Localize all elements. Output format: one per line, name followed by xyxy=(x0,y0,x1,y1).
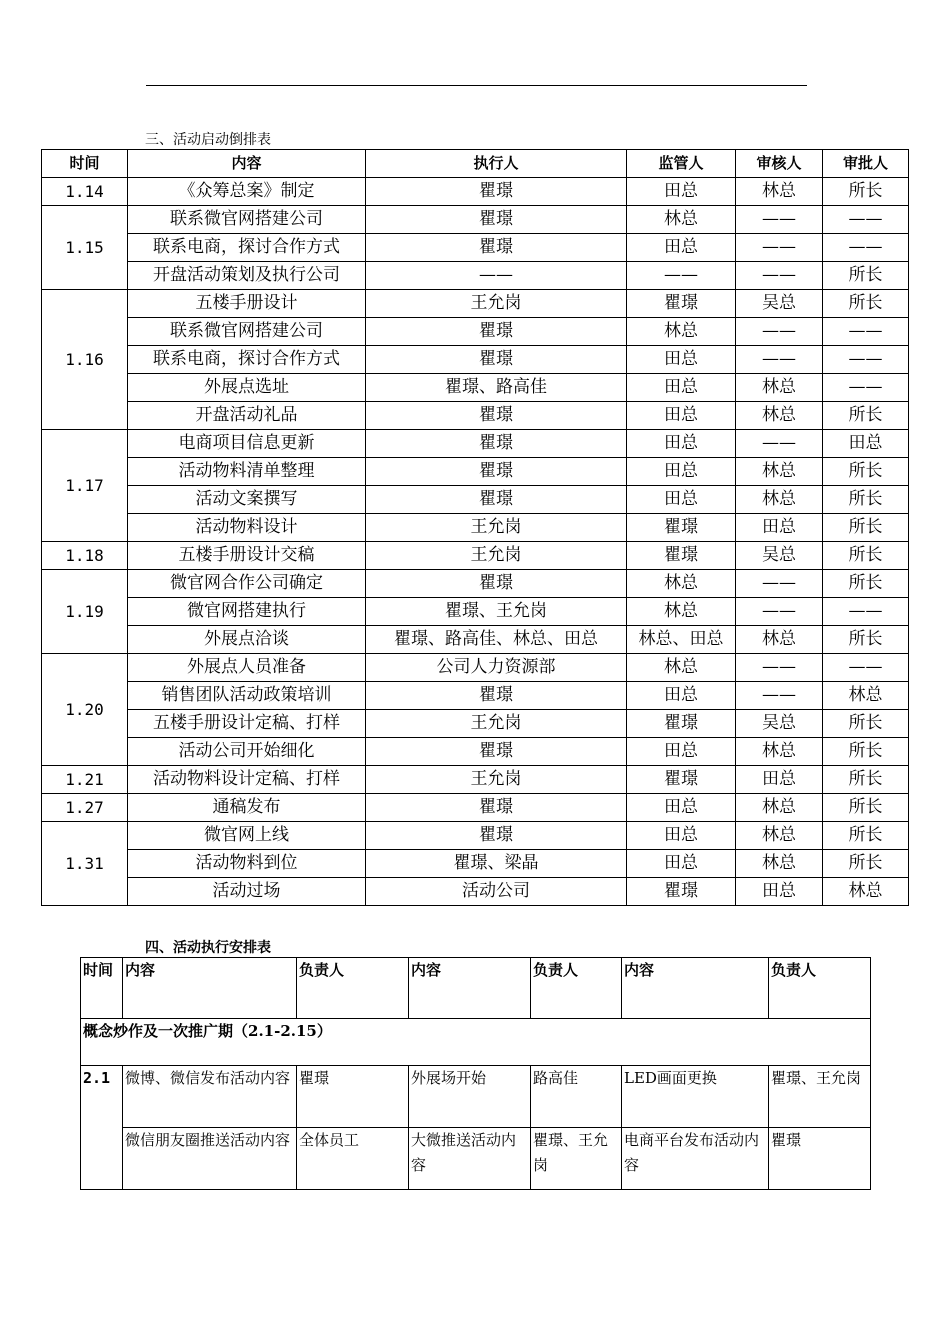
content-cell: 活动物料清单整理 xyxy=(128,458,366,486)
executor-cell: —— xyxy=(366,262,627,290)
phase-row xyxy=(81,1019,871,1066)
supervisor-cell: 田总 xyxy=(627,346,736,374)
table-row xyxy=(42,346,909,374)
header-rule xyxy=(146,85,807,86)
time-cell: 1.15 xyxy=(42,206,128,290)
content-cell: 活动文案撰写 xyxy=(128,486,366,514)
table-row xyxy=(42,682,909,710)
approver-cell: —— xyxy=(823,598,909,626)
owner-cell: 全体员工 xyxy=(297,1128,409,1190)
content-cell: 微官网上线 xyxy=(128,822,366,850)
time-cell: 1.31 xyxy=(42,822,128,906)
table-row xyxy=(42,822,909,850)
content-cell: 外展点人员准备 xyxy=(128,654,366,682)
reviewer-cell: 林总 xyxy=(736,738,823,766)
approver-cell: 所长 xyxy=(823,514,909,542)
table-row xyxy=(42,262,909,290)
time-cell: 1.20 xyxy=(42,654,128,766)
approver-cell: 所长 xyxy=(823,710,909,738)
reviewer-cell: 田总 xyxy=(736,878,823,906)
executor-cell: 瞿璟 xyxy=(366,738,627,766)
content-cell: 《众筹总案》制定 xyxy=(128,178,366,206)
column-header: 时间 xyxy=(81,958,123,1019)
content-cell: 电商项目信息更新 xyxy=(128,430,366,458)
approver-cell: 所长 xyxy=(823,850,909,878)
content-cell: 开盘活动礼品 xyxy=(128,402,366,430)
time-cell: 1.19 xyxy=(42,570,128,654)
column-header: 监管人 xyxy=(627,150,736,178)
approver-cell: 所长 xyxy=(823,570,909,598)
approver-cell: —— xyxy=(823,654,909,682)
supervisor-cell: 田总 xyxy=(627,234,736,262)
content-cell: 微信朋友圈推送活动内容 xyxy=(123,1128,297,1190)
column-header: 审批人 xyxy=(823,150,909,178)
table-row xyxy=(81,1128,871,1190)
table-header-row xyxy=(42,150,909,178)
section4-title: 四、活动执行安排表 xyxy=(145,940,271,956)
content-cell: LED画面更换 xyxy=(622,1066,769,1128)
table-row xyxy=(42,766,909,794)
executor-cell: 瞿璟 xyxy=(366,794,627,822)
approver-cell: —— xyxy=(823,374,909,402)
table-row xyxy=(42,234,909,262)
phase-label: 概念炒作及一次推广期（2.1-2.15） xyxy=(81,1019,871,1066)
approver-cell: 所长 xyxy=(823,486,909,514)
table-row xyxy=(81,1066,871,1128)
executor-cell: 瞿璟 xyxy=(366,458,627,486)
approver-cell: 所长 xyxy=(823,290,909,318)
approver-cell: —— xyxy=(823,346,909,374)
executor-cell: 瞿璟、路高佳 xyxy=(366,374,627,402)
reviewer-cell: —— xyxy=(736,206,823,234)
executor-cell: 王允岗 xyxy=(366,766,627,794)
supervisor-cell: 田总 xyxy=(627,486,736,514)
executor-cell: 瞿璟、路高佳、林总、田总 xyxy=(366,626,627,654)
approver-cell: 所长 xyxy=(823,822,909,850)
column-header: 执行人 xyxy=(366,150,627,178)
executor-cell: 瞿璟 xyxy=(366,234,627,262)
approver-cell: —— xyxy=(823,234,909,262)
time-cell: 1.21 xyxy=(42,766,128,794)
day-cell: 2.1 xyxy=(81,1066,123,1190)
reviewer-cell: —— xyxy=(736,654,823,682)
supervisor-cell: 林总 xyxy=(627,654,736,682)
table-row xyxy=(42,178,909,206)
content-cell: 活动物料设计 xyxy=(128,514,366,542)
content-cell: 电商平台发布活动内容 xyxy=(622,1128,769,1190)
executor-cell: 瞿璟 xyxy=(366,178,627,206)
time-cell: 1.27 xyxy=(42,794,128,822)
content-cell: 五楼手册设计定稿、打样 xyxy=(128,710,366,738)
supervisor-cell: —— xyxy=(627,262,736,290)
supervisor-cell: 林总、田总 xyxy=(627,626,736,654)
column-header: 审核人 xyxy=(736,150,823,178)
content-cell: 五楼手册设计 xyxy=(128,290,366,318)
startup-schedule-table xyxy=(41,149,909,906)
executor-cell: 瞿璟 xyxy=(366,346,627,374)
approver-cell: —— xyxy=(823,206,909,234)
approver-cell: 所长 xyxy=(823,738,909,766)
reviewer-cell: —— xyxy=(736,346,823,374)
supervisor-cell: 田总 xyxy=(627,822,736,850)
reviewer-cell: 田总 xyxy=(736,514,823,542)
executor-cell: 瞿璟 xyxy=(366,318,627,346)
content-cell: 联系电商，探讨合作方式 xyxy=(128,346,366,374)
supervisor-cell: 瞿璟 xyxy=(627,766,736,794)
executor-cell: 瞿璟 xyxy=(366,206,627,234)
reviewer-cell: —— xyxy=(736,234,823,262)
content-cell: 五楼手册设计交稿 xyxy=(128,542,366,570)
table-row xyxy=(42,570,909,598)
table-row xyxy=(42,878,909,906)
table-row xyxy=(42,402,909,430)
supervisor-cell: 瞿璟 xyxy=(627,710,736,738)
executor-cell: 王允岗 xyxy=(366,542,627,570)
table-row xyxy=(42,542,909,570)
reviewer-cell: —— xyxy=(736,430,823,458)
content-cell: 联系微官网搭建公司 xyxy=(128,318,366,346)
reviewer-cell: —— xyxy=(736,262,823,290)
owner-cell: 路高佳 xyxy=(531,1066,622,1128)
content-cell: 大微推送活动内容 xyxy=(409,1128,531,1190)
reviewer-cell: 吴总 xyxy=(736,710,823,738)
column-header: 内容 xyxy=(128,150,366,178)
executor-cell: 王允岗 xyxy=(366,514,627,542)
column-header: 负责人 xyxy=(769,958,871,1019)
executor-cell: 王允岗 xyxy=(366,290,627,318)
content-cell: 活动过场 xyxy=(128,878,366,906)
owner-cell: 瞿璟、王允岗 xyxy=(769,1066,871,1128)
time-cell: 1.14 xyxy=(42,178,128,206)
table-row xyxy=(42,458,909,486)
section3-title: 三、活动启动倒排表 xyxy=(145,132,271,148)
executor-cell: 王允岗 xyxy=(366,710,627,738)
reviewer-cell: 田总 xyxy=(736,766,823,794)
executor-cell: 瞿璟 xyxy=(366,430,627,458)
supervisor-cell: 田总 xyxy=(627,374,736,402)
content-cell: 通稿发布 xyxy=(128,794,366,822)
approver-cell: 所长 xyxy=(823,794,909,822)
approver-cell: 所长 xyxy=(823,402,909,430)
reviewer-cell: —— xyxy=(736,682,823,710)
reviewer-cell: 林总 xyxy=(736,402,823,430)
supervisor-cell: 瞿璟 xyxy=(627,542,736,570)
table-row xyxy=(42,626,909,654)
approver-cell: 所长 xyxy=(823,766,909,794)
content-cell: 联系电商，探讨合作方式 xyxy=(128,234,366,262)
column-header: 内容 xyxy=(622,958,769,1019)
approver-cell: 所长 xyxy=(823,626,909,654)
table-row xyxy=(42,206,909,234)
reviewer-cell: 吴总 xyxy=(736,542,823,570)
reviewer-cell: 林总 xyxy=(736,486,823,514)
content-cell: 外展场开始 xyxy=(409,1066,531,1128)
table-row xyxy=(42,318,909,346)
supervisor-cell: 田总 xyxy=(627,430,736,458)
table-row xyxy=(42,654,909,682)
reviewer-cell: 林总 xyxy=(736,178,823,206)
time-cell: 1.16 xyxy=(42,290,128,430)
reviewer-cell: 林总 xyxy=(736,374,823,402)
approver-cell: —— xyxy=(823,318,909,346)
executor-cell: 瞿璟 xyxy=(366,682,627,710)
table-row xyxy=(42,794,909,822)
executor-cell: 瞿璟 xyxy=(366,402,627,430)
approver-cell: 所长 xyxy=(823,178,909,206)
reviewer-cell: —— xyxy=(736,570,823,598)
reviewer-cell: 林总 xyxy=(736,626,823,654)
executor-cell: 瞿璟、王允岗 xyxy=(366,598,627,626)
table-row xyxy=(42,850,909,878)
owner-cell: 瞿璟 xyxy=(297,1066,409,1128)
approver-cell: 所长 xyxy=(823,458,909,486)
executor-cell: 瞿璟、梁晶 xyxy=(366,850,627,878)
supervisor-cell: 瞿璟 xyxy=(627,514,736,542)
content-cell: 活动物料到位 xyxy=(128,850,366,878)
column-header: 负责人 xyxy=(531,958,622,1019)
table-row xyxy=(42,430,909,458)
reviewer-cell: —— xyxy=(736,318,823,346)
supervisor-cell: 田总 xyxy=(627,402,736,430)
content-cell: 微官网合作公司确定 xyxy=(128,570,366,598)
table-row xyxy=(42,598,909,626)
reviewer-cell: 林总 xyxy=(736,458,823,486)
column-header: 内容 xyxy=(409,958,531,1019)
executor-cell: 瞿璟 xyxy=(366,486,627,514)
column-header: 负责人 xyxy=(297,958,409,1019)
supervisor-cell: 林总 xyxy=(627,598,736,626)
content-cell: 微博、微信发布活动内容 xyxy=(123,1066,297,1128)
time-cell: 1.17 xyxy=(42,430,128,542)
content-cell: 微官网搭建执行 xyxy=(128,598,366,626)
reviewer-cell: 吴总 xyxy=(736,290,823,318)
owner-cell: 瞿璟、王允岗 xyxy=(531,1128,622,1190)
approver-cell: 所长 xyxy=(823,262,909,290)
time-cell: 1.18 xyxy=(42,542,128,570)
reviewer-cell: —— xyxy=(736,598,823,626)
content-cell: 活动物料设计定稿、打样 xyxy=(128,766,366,794)
execution-schedule-table xyxy=(80,957,871,1190)
supervisor-cell: 林总 xyxy=(627,206,736,234)
supervisor-cell: 田总 xyxy=(627,178,736,206)
executor-cell: 瞿璟 xyxy=(366,822,627,850)
reviewer-cell: 林总 xyxy=(736,850,823,878)
content-cell: 销售团队活动政策培训 xyxy=(128,682,366,710)
approver-cell: 林总 xyxy=(823,878,909,906)
table-row xyxy=(42,738,909,766)
executor-cell: 活动公司 xyxy=(366,878,627,906)
content-cell: 外展点洽谈 xyxy=(128,626,366,654)
owner-cell: 瞿璟 xyxy=(769,1128,871,1190)
table-row xyxy=(42,710,909,738)
supervisor-cell: 田总 xyxy=(627,458,736,486)
reviewer-cell: 林总 xyxy=(736,794,823,822)
supervisor-cell: 田总 xyxy=(627,682,736,710)
approver-cell: 所长 xyxy=(823,542,909,570)
supervisor-cell: 瞿璟 xyxy=(627,878,736,906)
content-cell: 联系微官网搭建公司 xyxy=(128,206,366,234)
supervisor-cell: 田总 xyxy=(627,794,736,822)
supervisor-cell: 瞿璟 xyxy=(627,290,736,318)
table-row xyxy=(42,514,909,542)
supervisor-cell: 林总 xyxy=(627,318,736,346)
table-row xyxy=(42,374,909,402)
approver-cell: 林总 xyxy=(823,682,909,710)
supervisor-cell: 田总 xyxy=(627,738,736,766)
content-cell: 活动公司开始细化 xyxy=(128,738,366,766)
content-cell: 开盘活动策划及执行公司 xyxy=(128,262,366,290)
table-row xyxy=(42,290,909,318)
supervisor-cell: 林总 xyxy=(627,570,736,598)
column-header: 时间 xyxy=(42,150,128,178)
supervisor-cell: 田总 xyxy=(627,850,736,878)
column-header: 内容 xyxy=(123,958,297,1019)
approver-cell: 田总 xyxy=(823,430,909,458)
executor-cell: 公司人力资源部 xyxy=(366,654,627,682)
table-row xyxy=(42,486,909,514)
table-header-row xyxy=(81,958,871,1019)
reviewer-cell: 林总 xyxy=(736,822,823,850)
executor-cell: 瞿璟 xyxy=(366,570,627,598)
content-cell: 外展点选址 xyxy=(128,374,366,402)
